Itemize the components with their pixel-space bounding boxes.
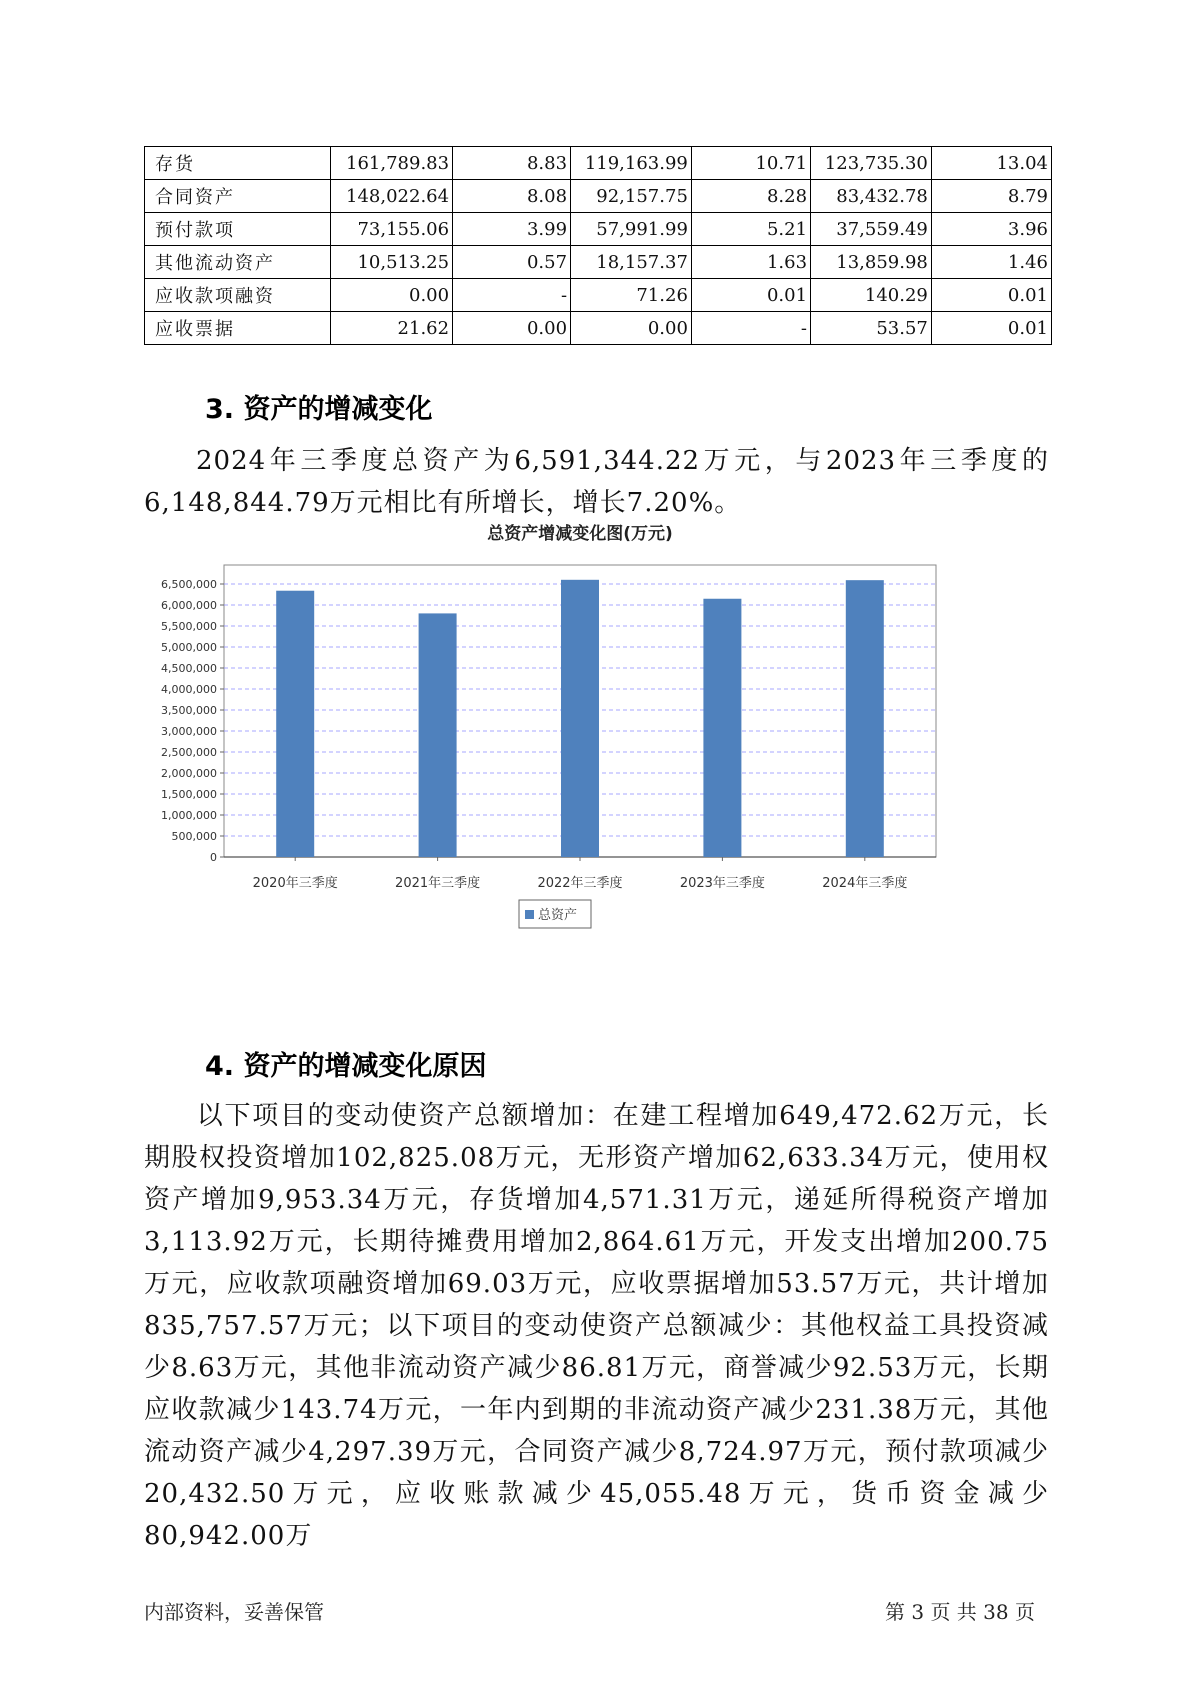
y-tick-label: 4,000,000	[161, 683, 217, 696]
cell-v5: 53.57	[811, 312, 932, 345]
row-label: 应收票据	[145, 312, 331, 345]
row-label: 存货	[145, 147, 331, 180]
cell-v5: 37,559.49	[811, 213, 932, 246]
y-tick-label: 1,000,000	[161, 809, 217, 822]
cell-v5: 83,432.78	[811, 180, 932, 213]
y-tick-label: 2,500,000	[161, 746, 217, 759]
y-tick-label: 5,500,000	[161, 620, 217, 633]
y-tick-label: 4,500,000	[161, 662, 217, 675]
cell-v1: 161,789.83	[331, 147, 453, 180]
cell-v2: 3.99	[453, 213, 571, 246]
y-tick-label: 0	[210, 851, 217, 864]
bar	[703, 599, 741, 857]
cell-v3: 18,157.37	[571, 246, 692, 279]
cell-v6: 0.01	[931, 312, 1051, 345]
bar	[276, 591, 314, 857]
cell-v3: 92,157.75	[571, 180, 692, 213]
cell-v1: 0.00	[331, 279, 453, 312]
cell-v4: -	[691, 312, 810, 345]
legend-swatch	[525, 910, 534, 919]
table-row	[145, 180, 1052, 213]
cell-v6: 3.96	[931, 213, 1051, 246]
x-tick-label: 2022年三季度	[537, 876, 623, 891]
cell-v2: -	[453, 279, 571, 312]
cell-v3: 71.26	[571, 279, 692, 312]
cell-v3: 57,991.99	[571, 213, 692, 246]
cell-v6: 13.04	[931, 147, 1051, 180]
row-label: 预付款项	[145, 213, 331, 246]
bar	[561, 580, 599, 857]
section-3-heading: 3. 资产的增减变化	[205, 394, 433, 425]
cell-v2: 0.00	[453, 312, 571, 345]
table-row	[145, 147, 1052, 180]
footer-confidential-note: 内部资料，妥善保管	[144, 1600, 324, 1624]
cell-v5: 123,735.30	[811, 147, 932, 180]
cell-v5: 140.29	[811, 279, 932, 312]
cell-v6: 1.46	[931, 246, 1051, 279]
total-assets-chart	[150, 524, 1030, 945]
cell-v1: 21.62	[331, 312, 453, 345]
cell-v3: 119,163.99	[571, 147, 692, 180]
section-4-heading: 4. 资产的增减变化原因	[205, 1051, 487, 1082]
chart-title: 总资产增减变化图(万元)	[487, 524, 673, 544]
row-label: 其他流动资产	[145, 246, 331, 279]
cell-v5: 13,859.98	[811, 246, 932, 279]
cell-v4: 0.01	[691, 279, 810, 312]
cell-v4: 1.63	[691, 246, 810, 279]
cell-v6: 0.01	[931, 279, 1051, 312]
cell-v3: 0.00	[571, 312, 692, 345]
section-4-paragraph	[144, 1095, 1049, 1557]
y-tick-label: 6,500,000	[161, 578, 217, 591]
cell-v2: 8.08	[453, 180, 571, 213]
bar	[846, 580, 884, 857]
table-row	[145, 213, 1052, 246]
section-4-text: 以下项目的变动使资产总额增加：在建工程增加649,472.62万元，长期股权投资增加102,825.08万元，无形资产增加62,633.34万元，使用权资产增加9,953.34万元，存货增加4,571.31万元，递延所得税资产增加3,113.92万元，长期待摊费用增加2,864.61万元，开发支出增加200.75万元，应收款项融资增加69.03万元，应收票据增加53.57万元，共计增加835,757.57万元；以下项目的变动使资产总额减少：其他权益工具投资减少8.63万元，其他非流动资产减少86.81万元，商誉减少92.53万元，长期应收款减少143.74万元，一年内到期的非流动资产减少231.38万元，其他流动资产减少4,297.39万元，合同资产减少8,724.97万元，预付款项减少20,432.50万元，应收账款减少45,055.48万元，货币资金减少80,942.00万	[144, 1101, 1049, 1551]
x-tick-label: 2024年三季度	[822, 876, 908, 891]
cell-v4: 10.71	[691, 147, 810, 180]
row-label: 合同资产	[145, 180, 331, 213]
cell-v4: 5.21	[691, 213, 810, 246]
y-tick-label: 500,000	[171, 830, 217, 843]
cell-v4: 8.28	[691, 180, 810, 213]
y-tick-label: 3,500,000	[161, 704, 217, 717]
cell-v1: 148,022.64	[331, 180, 453, 213]
cell-v1: 10,513.25	[331, 246, 453, 279]
table-row	[145, 312, 1052, 345]
row-label: 应收款项融资	[145, 279, 331, 312]
x-tick-label: 2020年三季度	[252, 876, 338, 891]
cell-v2: 0.57	[453, 246, 571, 279]
y-tick-label: 1,500,000	[161, 788, 217, 801]
table-row	[145, 246, 1052, 279]
cell-v6: 8.79	[931, 180, 1051, 213]
section-3-text: 2024年三季度总资产为6,591,344.22万元，与2023年三季度的6,148,844.79万元相比有所增长，增长7.20%。	[144, 446, 1049, 518]
y-tick-label: 6,000,000	[161, 599, 217, 612]
section-3-paragraph	[144, 440, 1049, 524]
asset-table	[144, 146, 1052, 345]
bar	[419, 613, 457, 857]
footer-page-number: 第 3 页 共 38 页	[885, 1600, 1035, 1624]
cell-v2: 8.83	[453, 147, 571, 180]
table-row	[145, 279, 1052, 312]
y-tick-label: 5,000,000	[161, 641, 217, 654]
x-tick-label: 2023年三季度	[679, 876, 765, 891]
y-tick-label: 2,000,000	[161, 767, 217, 780]
x-tick-label: 2021年三季度	[395, 876, 481, 891]
legend-label: 总资产	[538, 908, 578, 923]
y-tick-label: 3,000,000	[161, 725, 217, 738]
cell-v1: 73,155.06	[331, 213, 453, 246]
